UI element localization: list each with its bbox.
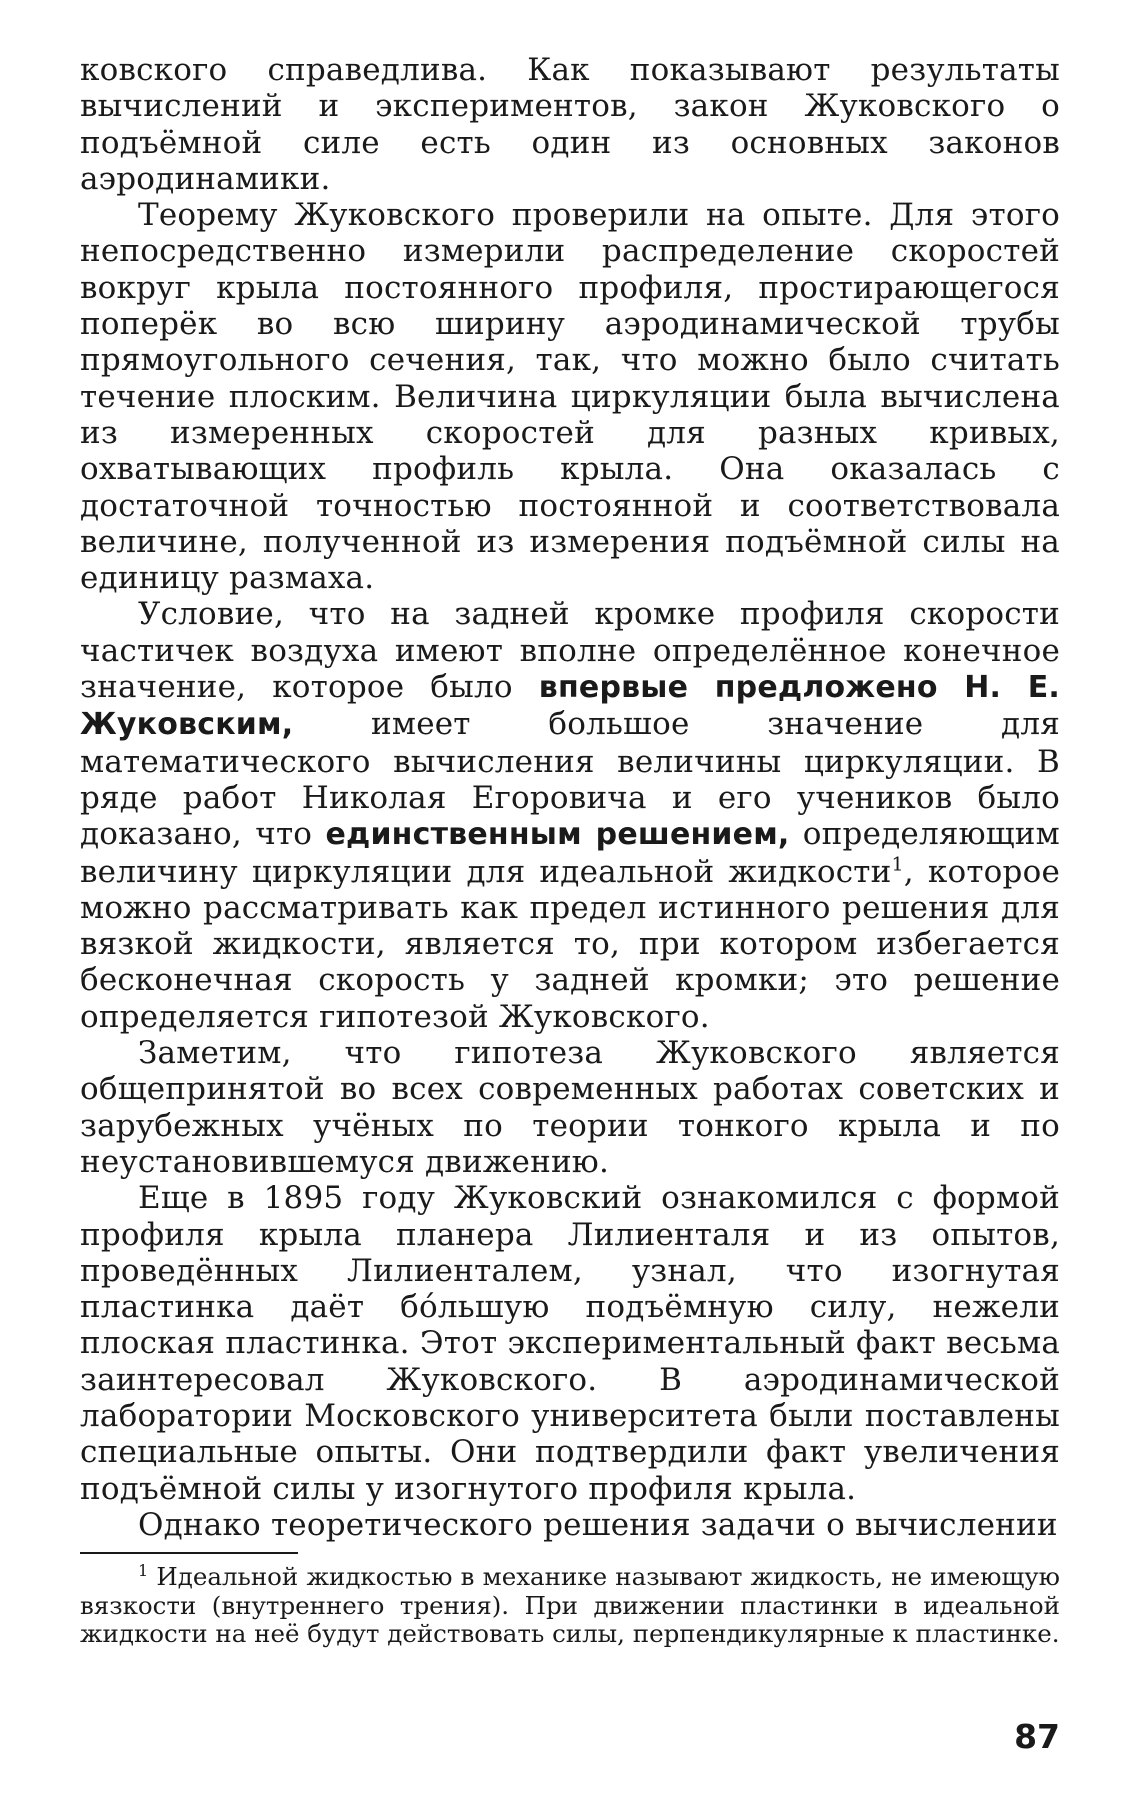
- paragraph-3-part-a: Условие, что на задней кромке профиля скорости частичек воздуха имеют вполне определённое конечное значение, которое было: [80, 596, 1060, 706]
- paragraph-3: [80, 596, 1060, 1035]
- paragraph-3-part-f: , которое можно рассматривать как предел истинного решения для вязкой жидкости, является то, при котором избегается бесконечная скорость у задней кромки; это решение определяется гипотезой Жуковского.: [80, 853, 1060, 1035]
- paragraph-3-part-c: имеет большое значение для математического вычисления величины циркуляции. В ряде работ Николая Егоровича и его учеников было доказано, что: [80, 706, 1060, 853]
- paragraph-1: ковского справедлива. Как показывают результаты вычислений и экспериментов, закон Жуковского о подъёмной силе есть один из основных законов аэродинамики.: [80, 52, 1060, 197]
- footnote-text: Идеальной жидкостью в механике называют жидкость, не имеющую вязкости (внутреннего трения). При движении пластинки в идеальной жидкости на неё будут действовать силы, перпендикулярные к пластинке.: [80, 1562, 1060, 1648]
- bold-phrase-unique-solution: единственным решением,: [325, 817, 790, 853]
- paragraph-6: Однако теоретического решения задачи о вычислении: [138, 1506, 1058, 1543]
- footnote: [80, 1560, 1060, 1649]
- bold-phrase-zhukovsky: впервые предложено Н. Е. Жуковским,: [80, 670, 1060, 743]
- paragraph-3-part-e: определяющим величину циркуляции для идеальной жидкости: [80, 816, 1060, 890]
- paragraph-2: Теорему Жуковского проверили на опыте. Для этого непосредственно измерили распределение скоростей вокруг крыла постоянного профиля, простирающегося поперёк во всю ширину аэродинамической трубы прямоугольного сечения, так, что можно было считать течение плоским. Величина циркуляции была вычислена из измеренных скоростей для разных кривых, охватывающих профиль крыла. Она оказалась с достаточной точностью постоянной и соответствовала величине, полученной из измерения подъёмной силы на единицу размаха.: [80, 197, 1060, 597]
- footnote-reference: 1: [891, 853, 904, 876]
- page-number: 87: [1014, 1717, 1060, 1756]
- footnote-divider: [80, 1552, 298, 1554]
- footnote-number: 1: [138, 1560, 149, 1580]
- main-text: [80, 52, 1060, 1543]
- paragraph-4: Заметим, что гипотеза Жуковского является общепринятой во всех современных работах советских и зарубежных учёных по теории тонкого крыла и по неустановившемуся движению.: [80, 1035, 1060, 1180]
- paragraph-5: Еще в 1895 году Жуковский ознакомился с формой профиля крыла планера Лилиенталя и из опытов, проведённых Лилиенталем, узнал, что изогнутая пластинка даёт бо́льшую подъёмную силу, нежели плоская пластинка. Этот экспериментальный факт весьма заинтересовал Жуковского. В аэродинамической лаборатории Московского университета были поставлены специальные опыты. Они подтвердили факт увеличения подъёмной силы у изогнутого профиля крыла.: [80, 1180, 1060, 1507]
